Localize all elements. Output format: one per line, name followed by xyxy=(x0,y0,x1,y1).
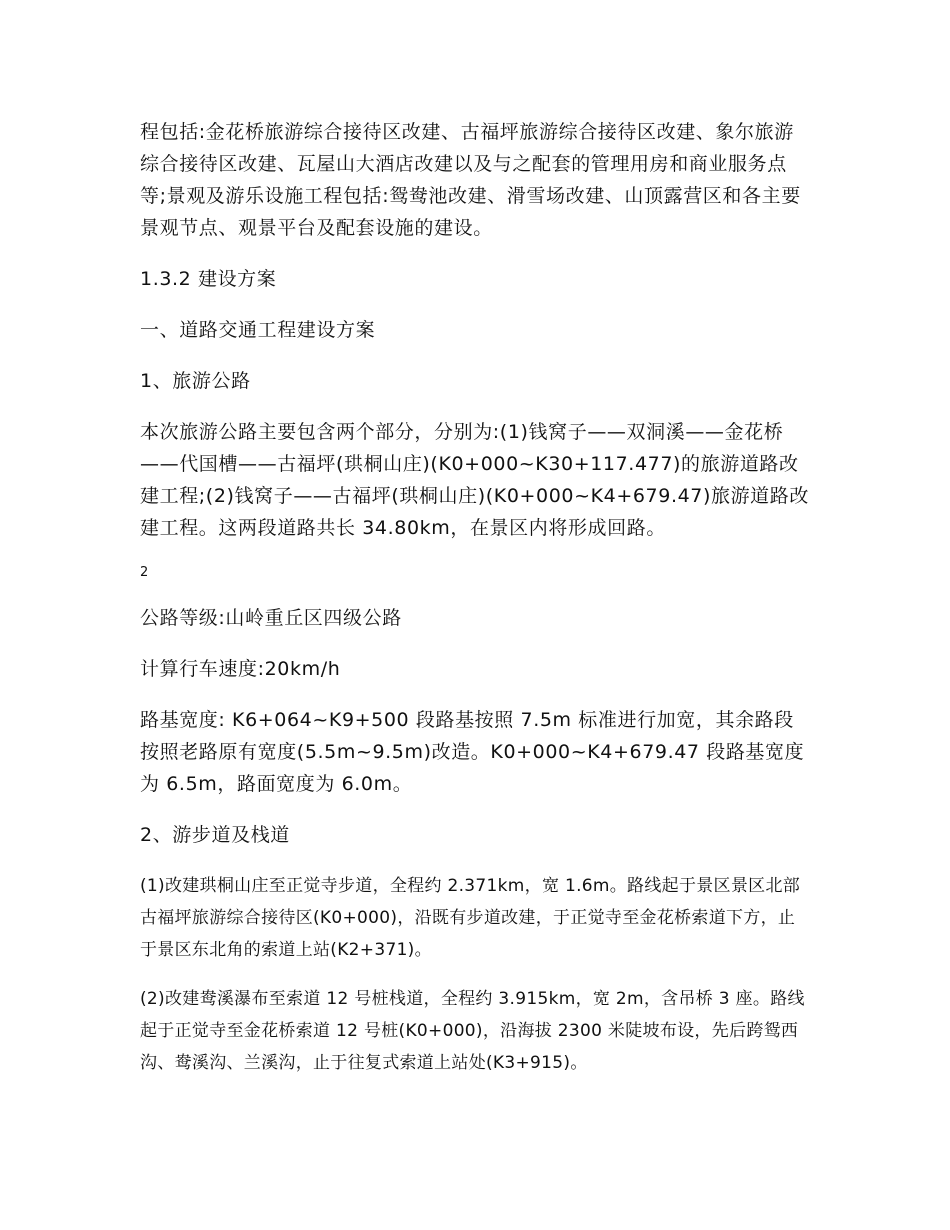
paragraph-design-speed: 计算行车速度:20km/h xyxy=(140,658,341,680)
section-heading-road-traffic: 一、道路交通工程建设方案 xyxy=(140,319,376,341)
paragraph-highway-description: 本次旅游公路主要包含两个部分，分别为:(1)钱窝子——双洞溪——金花桥——代国槽——古福坪(珙桐山庄)(K0+000~K30+117.477)的旅游道路改建工程;(2)钱窝子——古福坪(珙桐山庄)(K0+000~K4+679.47)旅游道路改建工程。这两段道路共长 34.80km，在景区内将形成回路。 xyxy=(140,421,809,539)
document-body xyxy=(140,116,812,1079)
paragraph-trail-1: (1)改建珙桐山庄至正觉寺步道，全程约 2.371km，宽 1.6m。路线起于景区景区北部古福坪旅游综合接待区(K0+000)，沿既有步道改建，于正觉寺至金花桥索道下方，止于景区东北角的索道上站(K2+371)。 xyxy=(140,876,801,960)
paragraph-scope-buildings: 程包括:金花桥旅游综合接待区改建、古福坪旅游综合接待区改建、象尔旅游综合接待区改建、瓦屋山大酒店改建以及与之配套的管理用房和商业服务点等;景观及游乐设施工程包括:鸳鸯池改建、滑雪场改建、山顶露营区和各主要景观节点、观景平台及配套设施的建设。 xyxy=(140,121,801,239)
paragraph-highway-grade: 公路等级:山岭重丘区四级公路 xyxy=(140,607,402,629)
page-number: 2 xyxy=(140,565,149,580)
subsection-heading-trails: 2、游步道及栈道 xyxy=(140,824,290,846)
paragraph-subgrade-width: 路基宽度: K6+064~K9+500 段路基按照 7.5m 标准进行加宽，其余路段按照老路原有宽度(5.5m~9.5m)改造。K0+000~K4+679.47 段路基宽度为 6.5m，路面宽度为 6.0m。 xyxy=(140,709,805,795)
section-heading-1-3-2: 1.3.2 建设方案 xyxy=(140,268,277,290)
paragraph-trail-2: (2)改建鸯溪瀑布至索道 12 号桩栈道，全程约 3.915km，宽 2m，含吊桥 3 座。路线起于正觉寺至金花桥索道 12 号桩(K0+000)，沿海拔 2300 米陡坡布设，先后跨鸳西沟、鸯溪沟、兰溪沟，止于往复式索道上站处(K3+915)。 xyxy=(140,989,805,1073)
subsection-heading-tourist-highway: 1、旅游公路 xyxy=(140,370,251,392)
